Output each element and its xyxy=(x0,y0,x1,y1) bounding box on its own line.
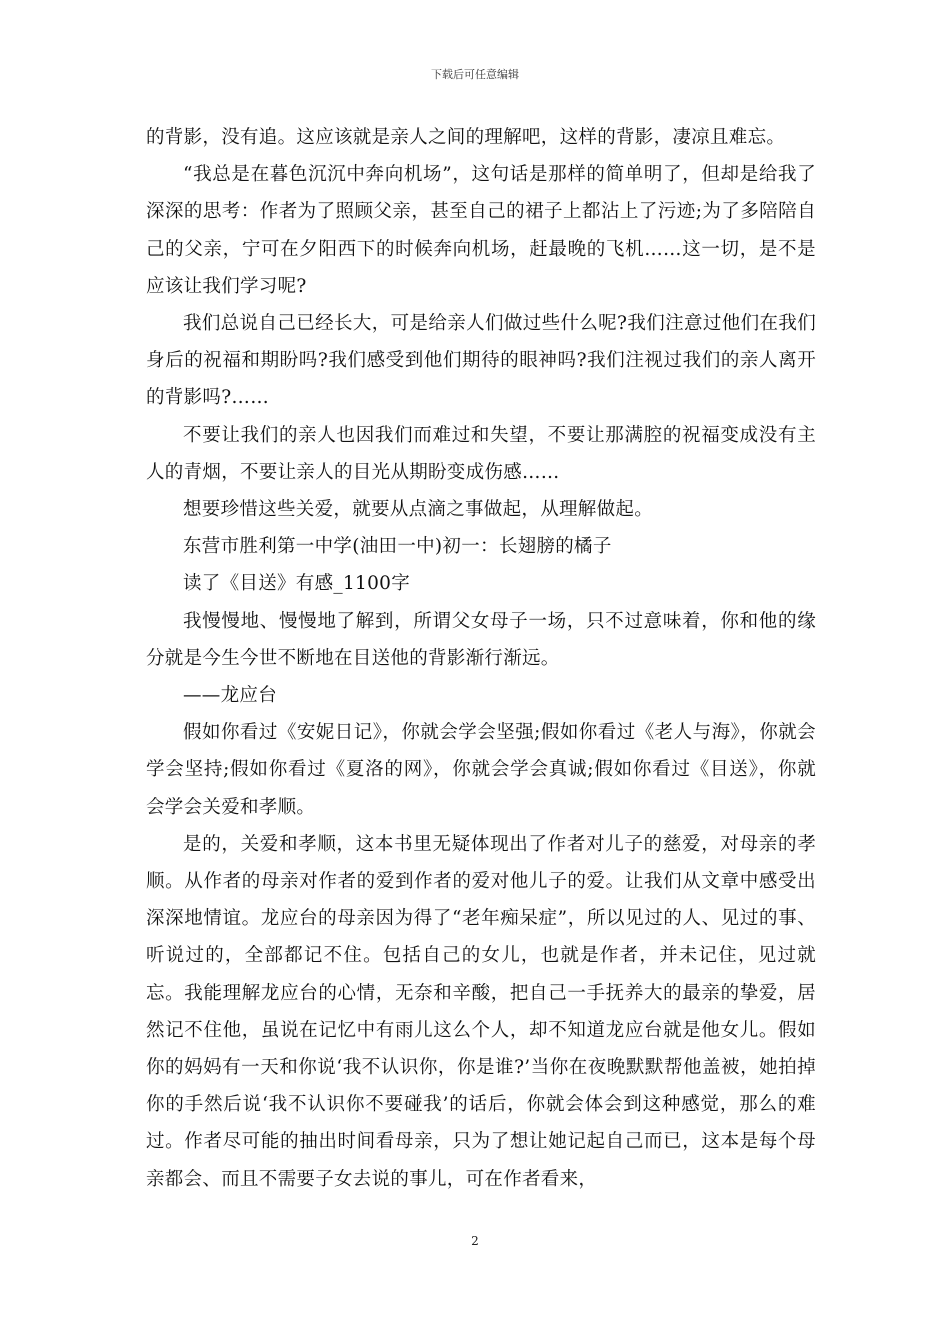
page-number: 2 xyxy=(471,1234,479,1248)
paragraph-continuation: 的背影，没有追。这应该就是亲人之间的理解吧，这样的背影，凄凉且难忘。 xyxy=(146,127,786,148)
quote-paragraph: 我慢慢地、慢慢地了解到，所谓父女母子一场，只不过意味着，你和他的缘分就是今生今世不断地在目送他的背影渐行渐远。 xyxy=(146,610,816,669)
page-header: 下载后可任意编辑 xyxy=(431,68,519,81)
paragraph: 不要让我们的亲人也因我们而难过和失望，不要让那满腔的祝福变成没有主人的青烟，不要让亲人的目光从期盼变成伤感…… xyxy=(146,424,816,483)
paragraph: “我总是在暮色沉沉中奔向机场”，这句话是那样的简单明了，但却是给我了深深的思考：作者为了照顾父亲，甚至自己的裙子上都沾上了污迹;为了多陪陪自己的父亲，宁可在夕阳西下的时候奔向机场，赶最晚的飞机……这一切，是不是应该让我们学习呢? xyxy=(146,164,816,297)
quote-attribution: ——龙应台 xyxy=(183,685,278,707)
paragraph: 我们总说自己已经长大，可是给亲人们做过些什么呢?我们注意过他们在我们身后的祝福和期盼吗?我们感受到他们期待的眼神吗?我们注视过我们的亲人离开的背影吗?…… xyxy=(146,313,816,409)
essay-title: 读了《目送》有感_1100字 xyxy=(183,573,411,595)
document-body xyxy=(146,119,816,1198)
author-line: 东营市胜利第一中学(油田一中)初一：长翅膀的橘子 xyxy=(183,536,612,558)
paragraph: 想要珍惜这些关爱，就要从点滴之事做起，从理解做起。 xyxy=(183,499,654,521)
paragraph: 是的，关爱和孝顺，这本书里无疑体现出了作者对儿子的慈爱，对母亲的孝顺。从作者的母亲对作者的爱到作者的爱对他儿子的爱。让我们从文章中感受出深深地情谊。龙应台的母亲因为得了“老年痴呆症”，所以见过的人、见过的事、听说过的，全部都记不住。包括自己的女儿，也就是作者，并未记住，见过就忘。我能理解龙应台的心情，无奈和辛酸，把自己一手抚养大的最亲的挚爱，居然记不住他，虽说在记忆中有雨儿这么个人，却不知道龙应台就是他女儿。假如你的妈妈有一天和你说‘我不认识你，你是谁?’当你在夜晚默默帮他盖被，她拍掉你的手然后说‘我不认识你不要碰我’的话后，你就会体会到这种感觉，那么的难过。作者尽可能的抽出时间看母亲，只为了想让她记起自己而已，这本是每个母亲都会、而且不需要子女去说的事儿，可在作者看来， xyxy=(146,833,816,1190)
paragraph: 假如你看过《安妮日记》，你就会学会坚强;假如你看过《老人与海》，你就会学会坚持;假如你看过《夏洛的网》，你就会学会真诚;假如你看过《目送》，你就会学会关爱和孝顺。 xyxy=(146,722,816,818)
